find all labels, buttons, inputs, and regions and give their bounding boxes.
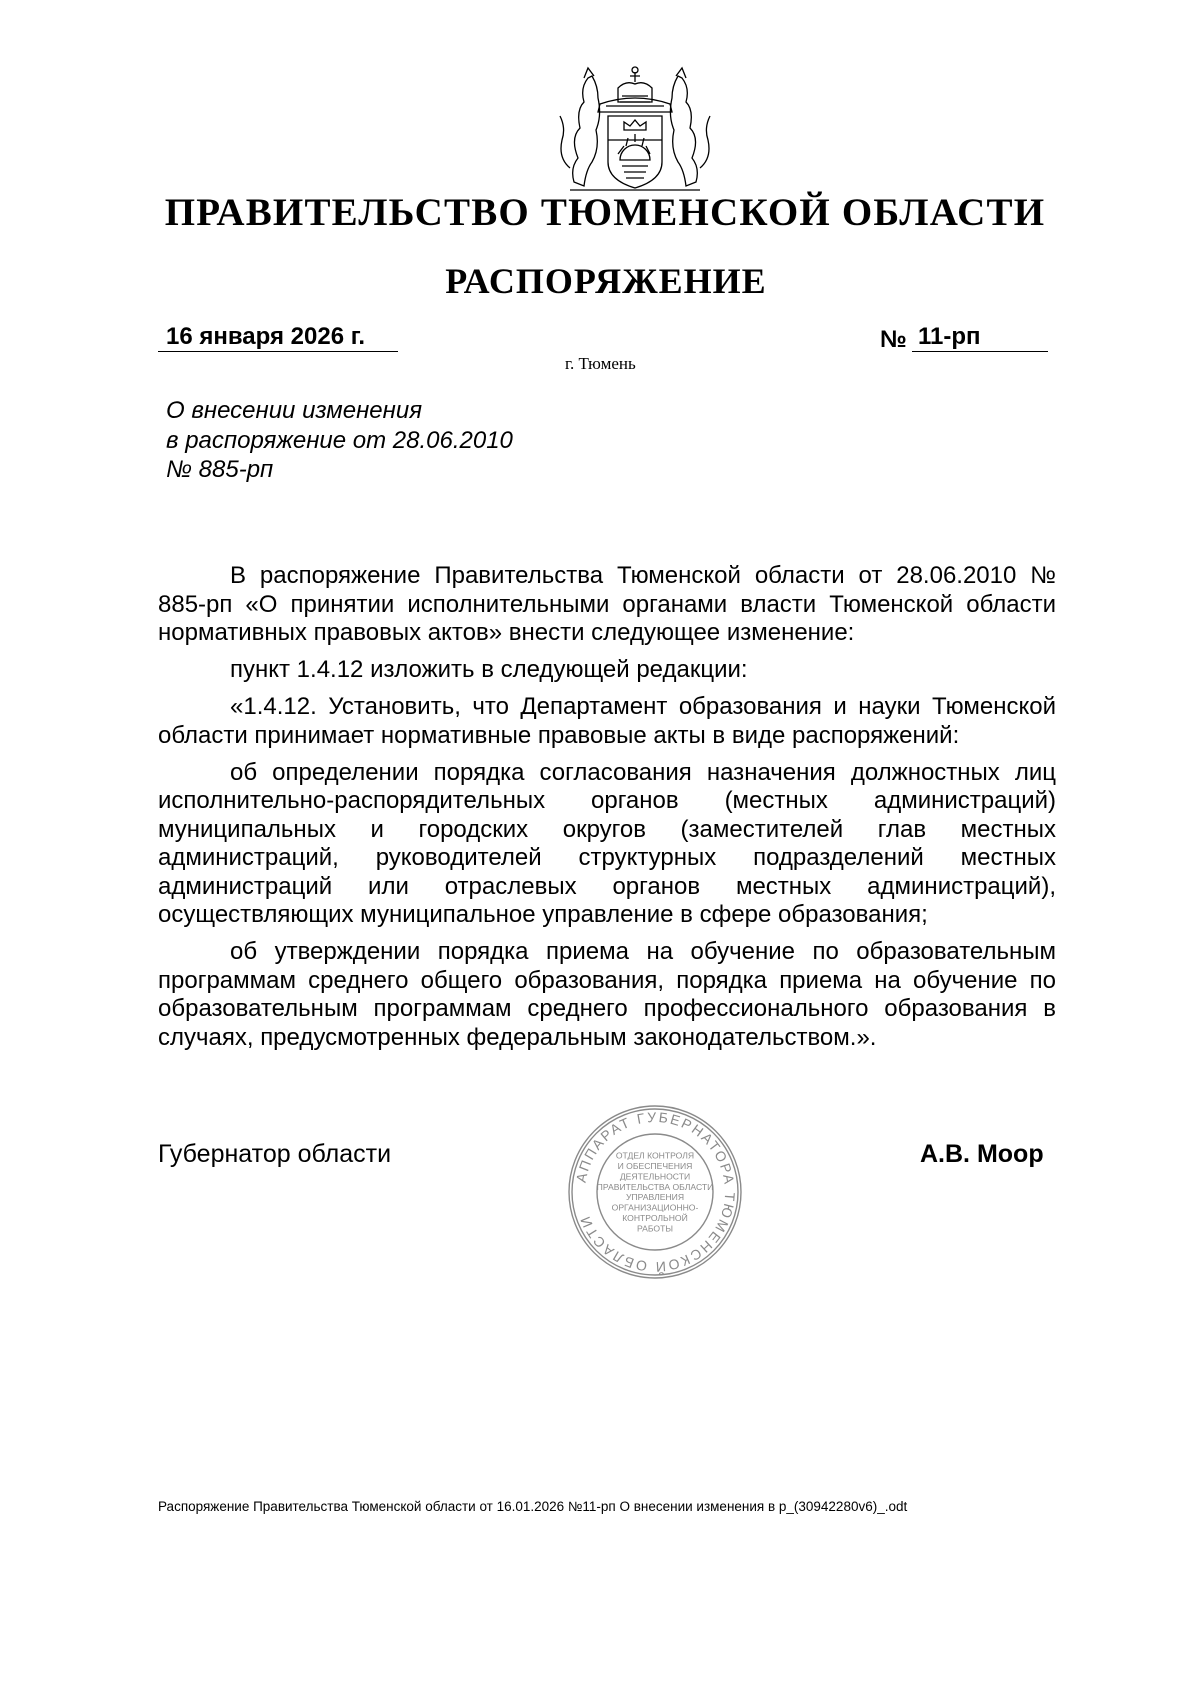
document-subject bbox=[166, 396, 513, 485]
svg-text:И ОБЕСПЕЧЕНИЯ: И ОБЕСПЕЧЕНИЯ bbox=[617, 1161, 693, 1171]
svg-text:ОРГАНИЗАЦИОННО-: ОРГАНИЗАЦИОННО- bbox=[611, 1202, 699, 1213]
number-sign: № bbox=[880, 326, 907, 353]
signatory-name: А.В. Моор bbox=[920, 1140, 1044, 1168]
svg-text:ПРАВИТЕЛЬСТВА ОБЛАСТИ: ПРАВИТЕЛЬСТВА ОБЛАСТИ bbox=[596, 1181, 714, 1192]
body-paragraph: «1.4.12. Установить, что Департамент образования и науки Тюменской области принимает нормативные правовые акты в виде распоряжений: bbox=[158, 693, 1056, 749]
subject-line: в распоряжение от 28.06.2010 bbox=[166, 426, 513, 454]
coat-of-arms-icon bbox=[540, 58, 730, 198]
subject-line: О внесении изменения bbox=[166, 397, 423, 424]
footer-filename: Распоряжение Правительства Тюменской области от 16.01.2026 №11-рп О внесении изменения в р_(30942280v6)_.odt bbox=[158, 1499, 908, 1514]
body-paragraph: об утверждении порядка приема на обучение по образовательным программам среднего общего образования, порядка приема на обучение по образовательным программам среднего профессионального образования в случаях, предусмотренных федеральным законодательством.». bbox=[158, 938, 1056, 1051]
signatory-title: Губернатор области bbox=[158, 1140, 392, 1168]
svg-text:РАБОТЫ: РАБОТЫ bbox=[637, 1223, 673, 1234]
document-date: 16 января 2026 г. bbox=[166, 323, 365, 350]
date-underline bbox=[158, 351, 398, 352]
document-type-title: РАСПОРЯЖЕНИЕ bbox=[445, 261, 767, 301]
svg-text:АППАРАТ ГУБЕРНАТОРА ТЮМЕНСКОЙ: АППАРАТ ГУБЕРНАТОРА ТЮМЕНСКОЙ ОБЛАСТИ bbox=[572, 1108, 739, 1276]
official-stamp bbox=[566, 1103, 744, 1281]
document-number: 11-рп bbox=[918, 323, 981, 350]
body-paragraph: В распоряжение Правительства Тюменской области от 28.06.2010 № 885-рп «О принятии исполнительными органами власти Тюменской области нормативных правовых актов» внести следующее изменение: bbox=[158, 562, 1056, 646]
number-underline bbox=[912, 351, 1048, 352]
body-paragraph: об определении порядка согласования назначения должностных лиц исполнительно-распорядительных органов (местных администраций) муниципальных и городских округов (заместителей глав местных администраций, руководителей структурных подразделений местных администраций или отраслевых органов местных администраций), осуществляющих муниципальное управление в сфере образования; bbox=[158, 758, 1056, 928]
svg-text:ДЕЯТЕЛЬНОСТИ: ДЕЯТЕЛЬНОСТИ bbox=[619, 1171, 691, 1182]
svg-text:ОТДЕЛ КОНТРОЛЯ: ОТДЕЛ КОНТРОЛЯ bbox=[615, 1150, 695, 1161]
svg-text:КОНТРОЛЬНОЙ: КОНТРОЛЬНОЙ bbox=[622, 1213, 688, 1223]
body-paragraph: пункт 1.4.12 изложить в следующей редакции: bbox=[230, 656, 748, 683]
document-body bbox=[158, 562, 1056, 1061]
subject-line: № 885-рп bbox=[166, 456, 274, 483]
city: г. Тюмень bbox=[565, 354, 636, 373]
authority-title: ПРАВИТЕЛЬСТВО ТЮМЕНСКОЙ ОБЛАСТИ bbox=[164, 191, 1046, 234]
svg-text:УПРАВЛЕНИЯ: УПРАВЛЕНИЯ bbox=[625, 1192, 685, 1203]
